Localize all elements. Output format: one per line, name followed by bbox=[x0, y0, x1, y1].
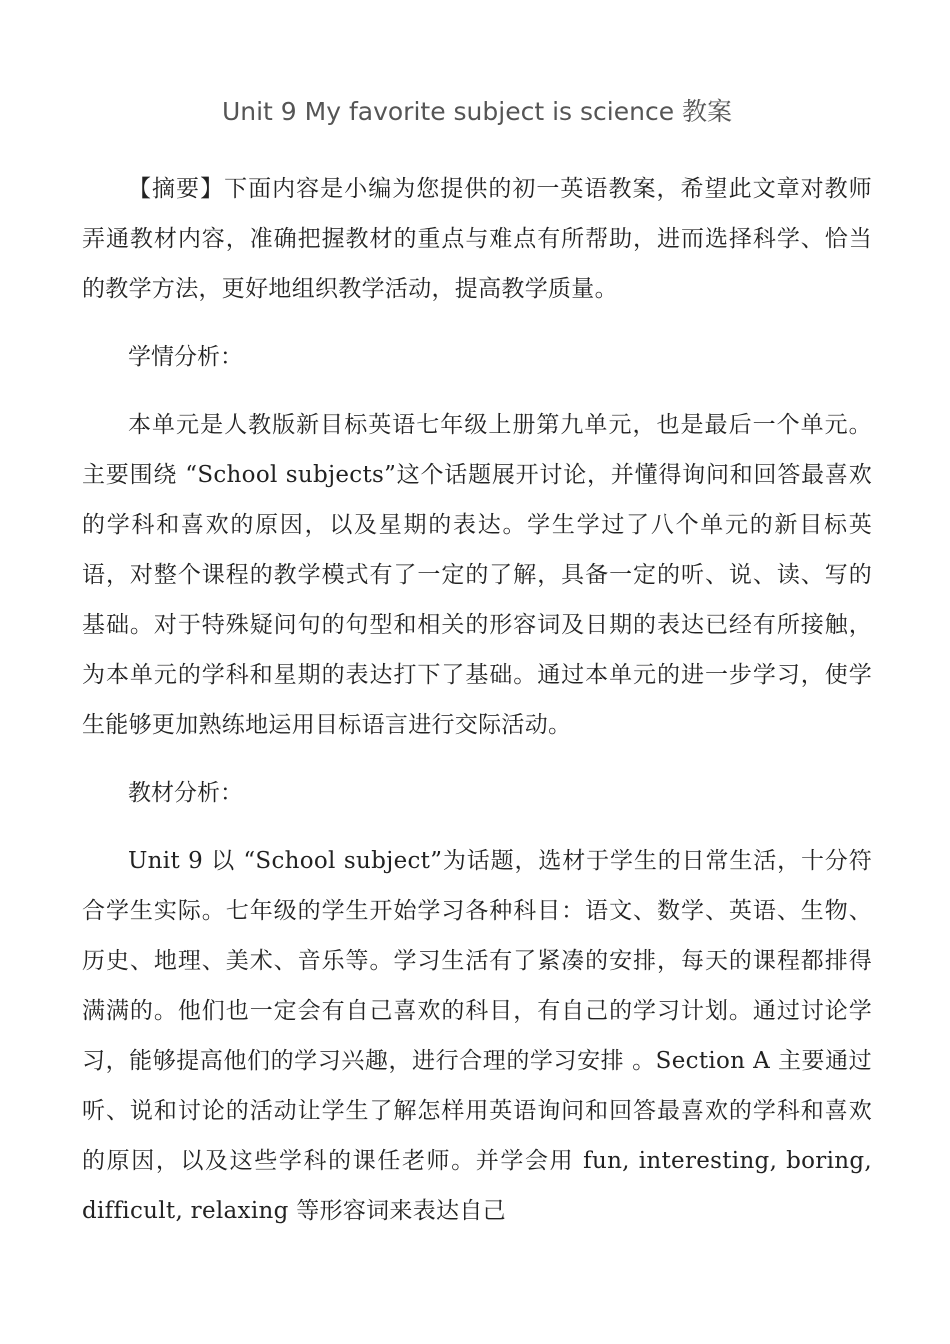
material-analysis-paragraph: Unit 9 以 “School subject”为话题，选材于学生的日常生活，十分符合学生实际。七年级的学生开始学习各种科目：语文、数学、英语、生物、历史、地理、美术、音乐等。学习生活有了紧凑的安排，每天的课程都排得满满的。他们也一定会有自己喜欢的科目，有自己的学习计划。通过讨论学习，能够提高他们的学习兴趣，进行合理的学习安排 。Section A 主要通过听、说和讨论的活动让学生了解怎样用英语询问和回答最喜欢的学科和喜欢的原因，以及这些学科的课任老师。并学会用 fun, interesting, boring, difficult, relaxing 等形容词来表达自己 bbox=[82, 848, 872, 1224]
document-page bbox=[82, 90, 872, 1254]
section-heading-student-analysis: 学情分析： bbox=[128, 344, 243, 370]
document-title: Unit 9 My favorite subject is science 教案 bbox=[221, 97, 733, 126]
section-heading-material-analysis: 教材分析： bbox=[128, 780, 243, 806]
abstract-paragraph: 【摘要】下面内容是小编为您提供的初一英语教案，希望此文章对教师弄通教材内容，准确把握教材的重点与难点有所帮助，进而选择科学、恰当的教学方法，更好地组织教学活动，提高教学质量。 bbox=[82, 176, 872, 302]
student-analysis-paragraph: 本单元是人教版新目标英语七年级上册第九单元，也是最后一个单元。主要围绕 “School subjects”这个话题展开讨论，并懂得询问和回答最喜欢的学科和喜欢的原因，以及星期的表达。学生学过了八个单元的新目标英语，对整个课程的教学模式有了一定的了解，具备一定的听、说、读、写的基础。对于特殊疑问句的句型和相关的形容词及日期的表达已经有所接触，为本单元的学科和星期的表达打下了基础。通过本单元的进一步学习，使学生能够更加熟练地运用目标语言进行交际活动。 bbox=[82, 412, 872, 738]
